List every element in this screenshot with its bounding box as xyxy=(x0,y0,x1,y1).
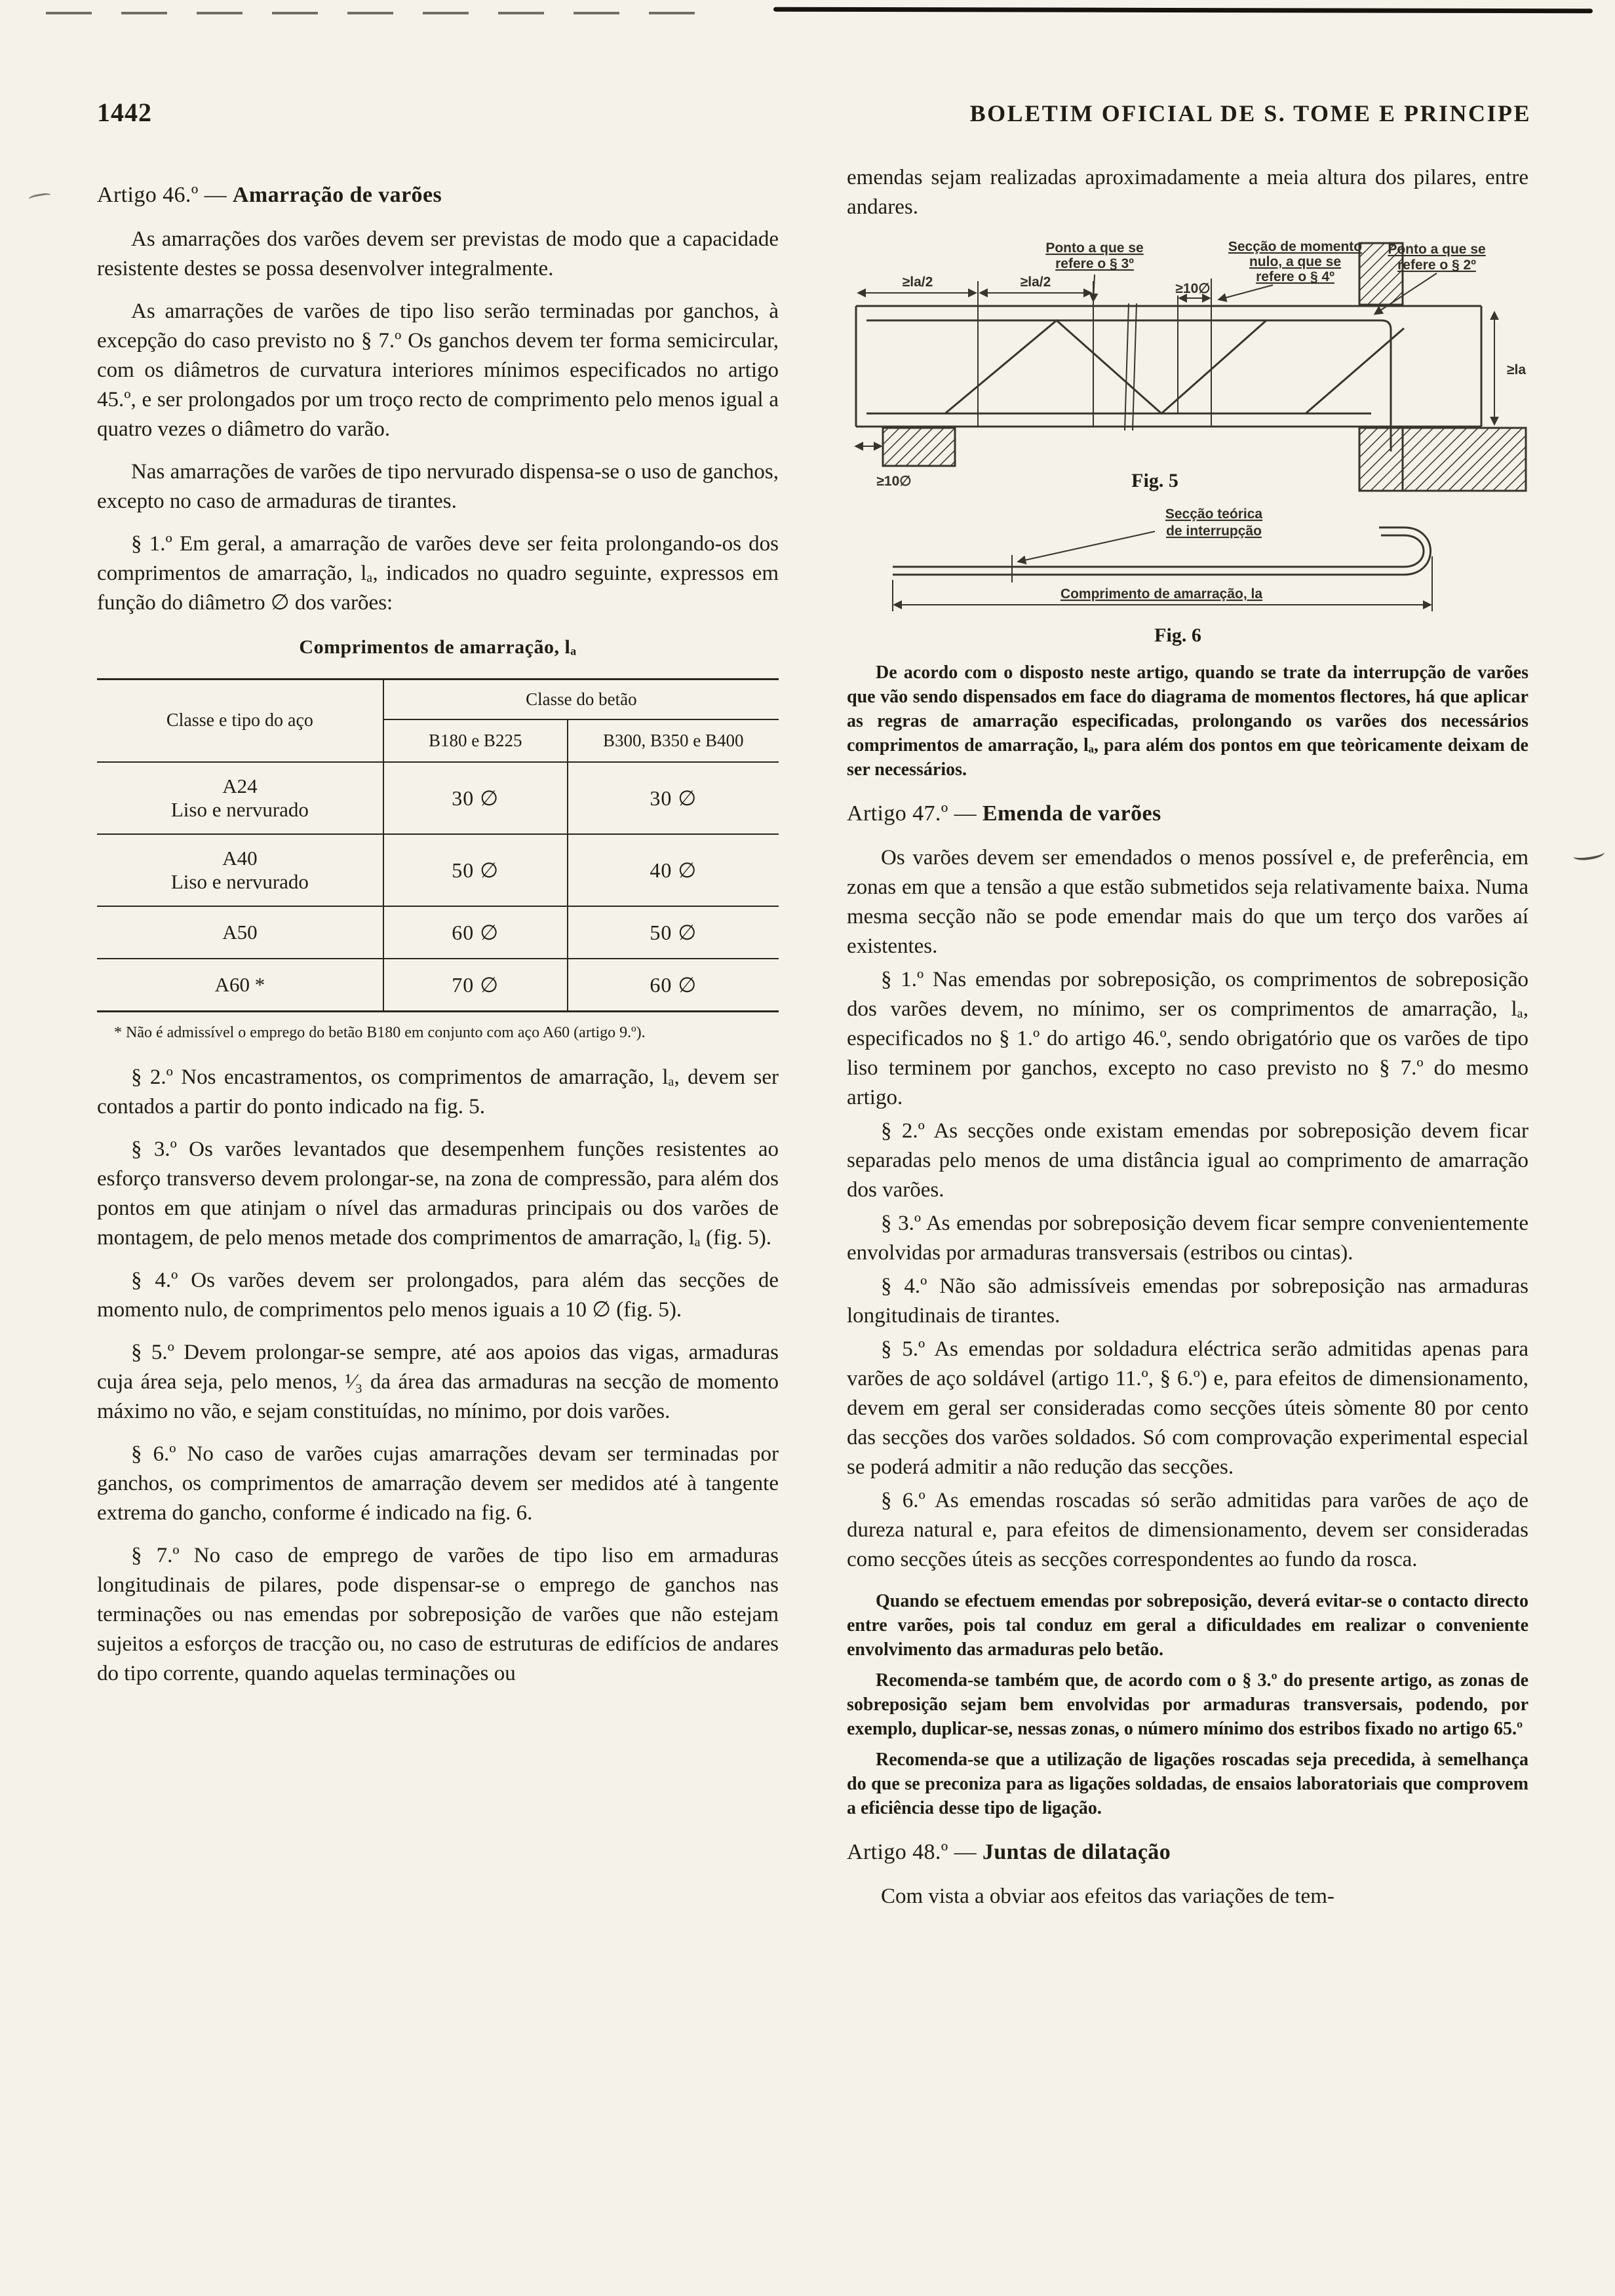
commentary-paragraph: De acordo com o disposto neste artigo, quando se trate da interrupção de varões que vão sendo dispensados em face do diagrama de momentos flectores, há que aplicar as regras de amarração especificadas, prolongando os varões dos necessários comprimentos de amarração, lₐ, para além dos pontos em que teòricamente deixam de ser necessários. xyxy=(847,662,1528,780)
paragraph: § 4.º Não são admissíveis emendas por sobreposição nas armaduras longitudinais de tirantes. xyxy=(847,1274,1528,1328)
table-row xyxy=(97,762,779,834)
steel-class-name: A40 xyxy=(222,847,258,870)
value-cell: 60 ∅ xyxy=(568,959,779,1012)
anchorage-table xyxy=(97,678,779,1012)
paragraph: § 6.º As emendas roscadas só serão admitidas para varões de aço de dureza natural e, para efeitos de dimensionamento, devem ser consideradas como secções úteis as secções correspondentes ao fundo da rosca. xyxy=(847,1489,1528,1571)
commentary-paragraph: Recomenda-se também que, de acordo com o § 3.º do presente artigo, as zonas de sobreposição sejam bem envolvidas por armaduras transversais, podendo, por exemplo, duplicar-se, nessas zonas, o número mínimo dos estribos fixado no artigo 65.º xyxy=(847,1670,1528,1739)
steel-class-cell xyxy=(97,959,383,1012)
fig5-dim-10d-bottom: ≥10∅ xyxy=(876,474,912,489)
fig6-label-seccao-line2: de interrupção xyxy=(1166,524,1262,539)
fig5-label-ponto3-line2: refere o § 3º xyxy=(1055,256,1134,271)
two-column-body xyxy=(97,163,1532,1924)
fig5-label-nulo-line1: Secção de momento xyxy=(1228,239,1363,254)
table-footnote: * Não é admissível o emprego do betão B180 em conjunto com aço A60 (artigo 9.º). xyxy=(114,1024,646,1041)
article-47-heading xyxy=(847,801,1528,826)
fig5-label-ponto2-line1: Ponto a que se xyxy=(1388,242,1486,257)
page-number: 1442 xyxy=(97,98,152,127)
fig5-dim-la: ≥la xyxy=(1506,362,1526,377)
scan-artifact-line xyxy=(773,7,1593,14)
article-47-number: Artigo 47.º — xyxy=(847,801,983,826)
figure-5 xyxy=(847,235,1528,497)
figure-5-drawing xyxy=(847,235,1528,497)
col-subheader-b300: B300, B350 e B400 xyxy=(568,719,779,762)
fig5-label-ponto3-line1: Ponto a que se xyxy=(1045,240,1144,256)
value-cell: 30 ∅ xyxy=(383,762,568,834)
table-title: Comprimentos de amarração, lₐ xyxy=(299,636,577,658)
paragraph: § 7.º No caso de emprego de varões de tipo liso em armaduras longitudinais de pilares, pode dispensar-se o emprego de ganchos nas terminações ou nas emendas por sobreposição de varões que não estejam sujeitos a esforços de tracção ou, no caso de estruturas de edifícios de andares do tipo corrente, quando aquelas terminações ou xyxy=(97,1544,779,1685)
article-48-heading xyxy=(847,1840,1528,1865)
value-cell: 50 ∅ xyxy=(383,834,568,906)
left-column xyxy=(97,163,779,1924)
fig5-dim-la2-left: ≥la/2 xyxy=(902,275,933,290)
paragraph: § 3.º As emendas por sobreposição devem ficar sempre convenientemente envolvidas por armaduras transversais (estribos ou cintas). xyxy=(847,1212,1528,1265)
steel-class-name: A50 xyxy=(222,921,258,944)
scan-artifact-dashes xyxy=(46,12,714,14)
article-48-title: Juntas de dilatação xyxy=(982,1840,1171,1864)
fig5-label-ponto2-line2: refere o § 2º xyxy=(1397,258,1476,273)
right-column xyxy=(847,163,1528,1924)
commentary-paragraph: Recomenda-se que a utilização de ligações roscadas seja precedida, à semelhança do que se preconiza para as ligações soldadas, de ensaios laboratoriais que comprovem a eficiência desse tipo de ligação. xyxy=(847,1750,1528,1818)
article-47-title: Emenda de varões xyxy=(982,801,1161,826)
steel-class-type: Liso e nervurado xyxy=(170,798,309,821)
scan-artifact-margin xyxy=(28,192,52,204)
paragraph: § 5.º Devem prolongar-se sempre, até aos apoios das vigas, armaduras cuja área seja, pelo menos, ¹⁄₃ da área das armaduras na secção de momento máximo no vão, e sejam constituídas, no mínimo, por dois varões. xyxy=(97,1341,779,1423)
article-46-number: Artigo 46.º — xyxy=(97,183,233,207)
paragraph: As amarrações de varões de tipo liso serão terminadas por ganchos, à excepção do caso previsto no § 7.º Os ganchos devem ter forma semicircular, com os diâmetros de curvatura interiores mínimos especificados no artigo 45.º, e ser prolongados por um troço recto de comprimento pelo menos igual a quatro vezes o diâmetro do varão. xyxy=(97,299,779,441)
value-cell: 50 ∅ xyxy=(568,906,779,959)
value-cell: 60 ∅ xyxy=(383,906,568,959)
beam-elevation xyxy=(856,243,1526,491)
col-header-concrete: Classe do betão xyxy=(383,679,779,720)
steel-class-cell xyxy=(97,906,383,959)
fig5-label-nulo-line2: nulo, a que se xyxy=(1249,254,1342,269)
paragraph: § 4.º Os varões devem ser prolongados, para além das secções de momento nulo, de comprimentos pelo menos iguais a 10 ∅ (fig. 5). xyxy=(97,1269,779,1322)
journal-title: BOLETIM OFICIAL DE S. TOME E PRINCIPE xyxy=(969,100,1531,126)
paragraph: emendas sejam realizadas aproximadamente a meia altura dos pilares, entre andares. xyxy=(847,166,1528,219)
fig6-dim-comprimento: Comprimento de amarração, la xyxy=(1060,586,1263,602)
table-row xyxy=(97,959,779,1012)
paragraph: Com vista a obviar aos efeitos das variações de tem- xyxy=(881,1885,1334,1908)
table-row xyxy=(97,906,779,959)
paragraph: Nas amarrações de varões de tipo nervurado dispensa-se o uso de ganchos, excepto no caso de armaduras de tirantes. xyxy=(97,460,779,513)
figure-5-caption: Fig. 5 xyxy=(1131,470,1178,491)
paragraph: § 2.º Nos encastramentos, os comprimentos de amarração, lₐ, devem ser contados a partir do ponto indicado na fig. 5. xyxy=(97,1065,779,1119)
value-cell: 30 ∅ xyxy=(568,762,779,834)
paragraph: As amarrações dos varões devem ser previstas de modo que a capacidade resistente destes se possa desenvolver integralmente. xyxy=(97,227,779,280)
paragraph: § 3.º Os varões levantados que desempenhem funções resistentes ao esforço transverso devem prolongar-se, na zona de compressão, para além dos pontos em que atinjam o nível das armaduras principais ou dos varões de montagem, de pelo menos metade dos comprimentos de amarração, lₐ (fig. 5). xyxy=(97,1138,779,1250)
steel-class-name: A60 * xyxy=(214,973,265,996)
figure-6-caption: Fig. 6 xyxy=(1154,624,1201,646)
fig5-dim-10d-top: ≥10∅ xyxy=(1175,281,1211,296)
page-header xyxy=(97,97,1532,137)
value-cell: 70 ∅ xyxy=(383,959,568,1012)
paragraph: Os varões devem ser emendados o menos possível e, de preferência, em zonas em que a tensão a que estão submetidos seja relativamente baixa. Numa mesma secção não se pode emendar mais do que um terço dos varões aí existentes. xyxy=(847,846,1528,958)
fig5-dim-la2-right: ≥la/2 xyxy=(1020,275,1051,290)
value-cell: 40 ∅ xyxy=(568,834,779,906)
steel-class-type: Liso e nervurado xyxy=(170,870,309,893)
steel-class-name: A24 xyxy=(222,775,258,797)
fig6-label-seccao-line1: Secção teórica xyxy=(1165,507,1263,522)
figure-6 xyxy=(847,501,1528,649)
table-row xyxy=(97,834,779,906)
paragraph: § 2.º As secções onde existam emendas por sobreposição devem ficar separadas pelo menos de uma distância igual ao comprimento de amarração dos varões. xyxy=(847,1119,1528,1202)
figure-6-labels xyxy=(1060,507,1262,602)
paragraph: § 6.º No caso de varões cujas amarrações devam ser terminadas por ganchos, os comprimentos de amarração devem ser medidos até à tangente extrema do gancho, conforme é indicado na fig. 6. xyxy=(97,1442,779,1525)
fig5-label-nulo-line3: refere o § 4º xyxy=(1256,269,1334,284)
table-header-row xyxy=(97,679,779,720)
anchorage-table-block xyxy=(97,636,779,1043)
article-46-title: Amarração de varões xyxy=(232,183,442,207)
commentary-paragraph: Quando se efectuem emendas por sobreposição, deverá evitar-se o contacto directo entre varões, pois tal conduz em geral a dificuldades em realizar o conveniente envolvimento das armaduras pelo betão. xyxy=(847,1591,1528,1660)
steel-class-cell xyxy=(97,762,383,834)
paragraph: § 1.º Em geral, a amarração de varões deve ser feita prolongando-os dos comprimentos de amarração, lₐ, indicados no quadro seguinte, expressos em função do diâmetro ∅ dos varões: xyxy=(97,532,779,615)
figure-6-drawing xyxy=(847,501,1528,649)
article-48-number: Artigo 48.º — xyxy=(847,1840,983,1864)
scan-artifact-tilde xyxy=(1572,847,1605,862)
paragraph: § 1.º Nas emendas por sobreposição, os comprimentos de sobreposição dos varões devem, no mínimo, ser os comprimentos de amarração, lₐ, especificados no § 1.º do artigo 46.º, sendo obrigatório que os varões de tipo liso terminem por ganchos, excepto no caso previsto no § 7.º do mesmo artigo. xyxy=(847,968,1528,1109)
paragraph: § 5.º As emendas por soldadura eléctrica serão admitidas apenas para varões de aço soldável (artigo 11.º, § 6.º) e, para efeitos de dimensionamento, devem em geral ser consideradas como secções úteis sòmente 80 por cento das secções dos varões soldados. Só com comprovação experimental especial se poderá admitir a não redução das secções. xyxy=(847,1337,1528,1479)
steel-class-cell xyxy=(97,834,383,906)
col-subheader-b180: B180 e B225 xyxy=(383,719,568,762)
col-header-steel: Classe e tipo do aço xyxy=(97,679,383,763)
article-46-heading xyxy=(97,183,779,208)
